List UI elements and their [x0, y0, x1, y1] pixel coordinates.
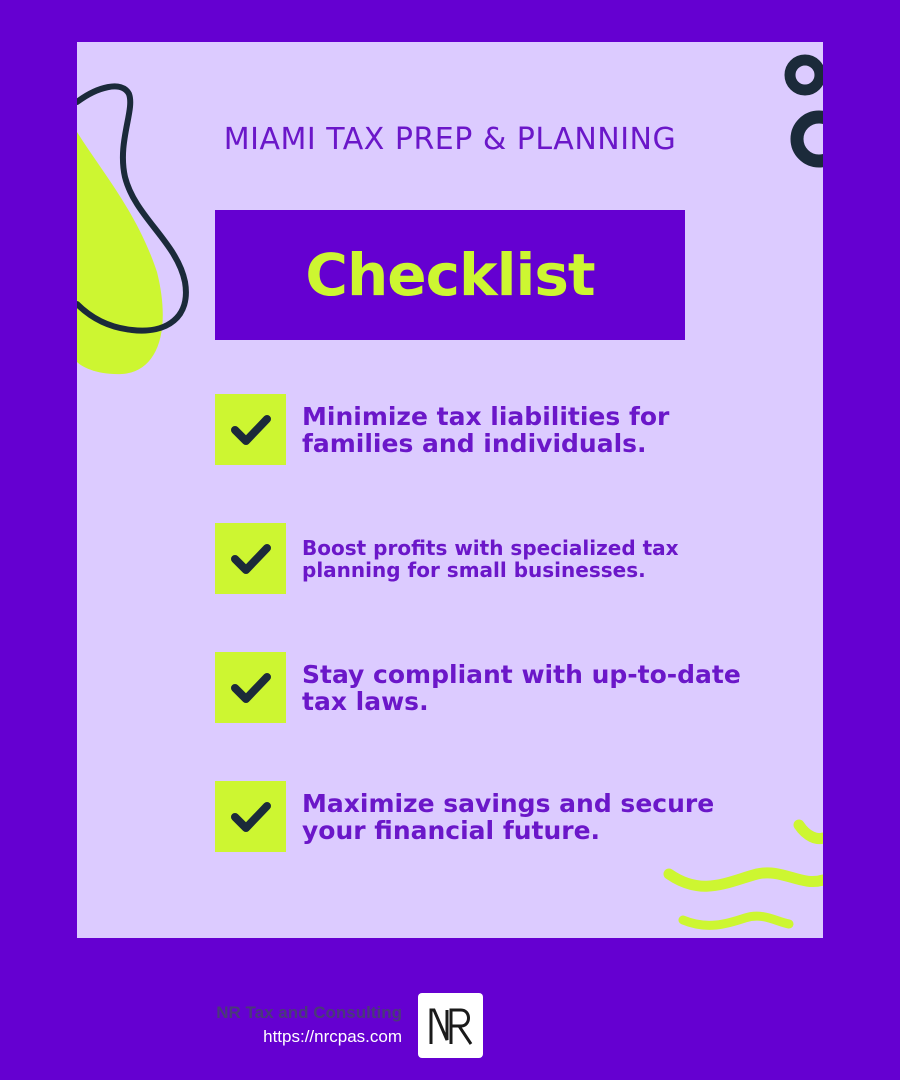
list-item-text: Stay compliant with up-to-date tax laws. [302, 659, 741, 716]
list-item-text: Minimize tax liabilities for families and individuals. [302, 401, 670, 458]
footer-info [216, 1003, 402, 1047]
checkmark-icon [229, 795, 273, 839]
list-item-text: Boost profits with specialized tax planning for small businesses. [302, 536, 679, 582]
page-title: MIAMI TAX PREP & PLANNING [223, 122, 677, 157]
website-link[interactable]: https://nrcpas.com [263, 1027, 402, 1046]
company-name: NR Tax and Consulting [216, 1003, 402, 1022]
dark-ring-shape [790, 60, 820, 90]
checkmark-icon [229, 408, 273, 452]
checkbox-marker [215, 652, 286, 723]
list-item [215, 781, 775, 853]
checkbox-marker [215, 523, 286, 594]
list-item [215, 652, 775, 724]
list-item [215, 394, 775, 466]
company-logo [418, 993, 483, 1058]
checkmark-icon [229, 666, 273, 710]
list-item-text: Maximize savings and secure your financial future. [302, 788, 715, 845]
lime-squiggle-shape [669, 873, 823, 886]
checkmark-icon [229, 537, 273, 581]
lime-squiggle-shape [683, 916, 789, 925]
checkbox-marker [215, 394, 286, 465]
checkbox-marker [215, 781, 286, 852]
checklist-banner [215, 210, 685, 340]
banner-label: Checklist [305, 241, 595, 309]
lime-squiggle-shape [799, 825, 823, 839]
checklist-card [77, 42, 823, 938]
list-item [215, 523, 775, 595]
nr-logo-icon [427, 1004, 475, 1048]
lime-blob-shape [77, 132, 163, 374]
